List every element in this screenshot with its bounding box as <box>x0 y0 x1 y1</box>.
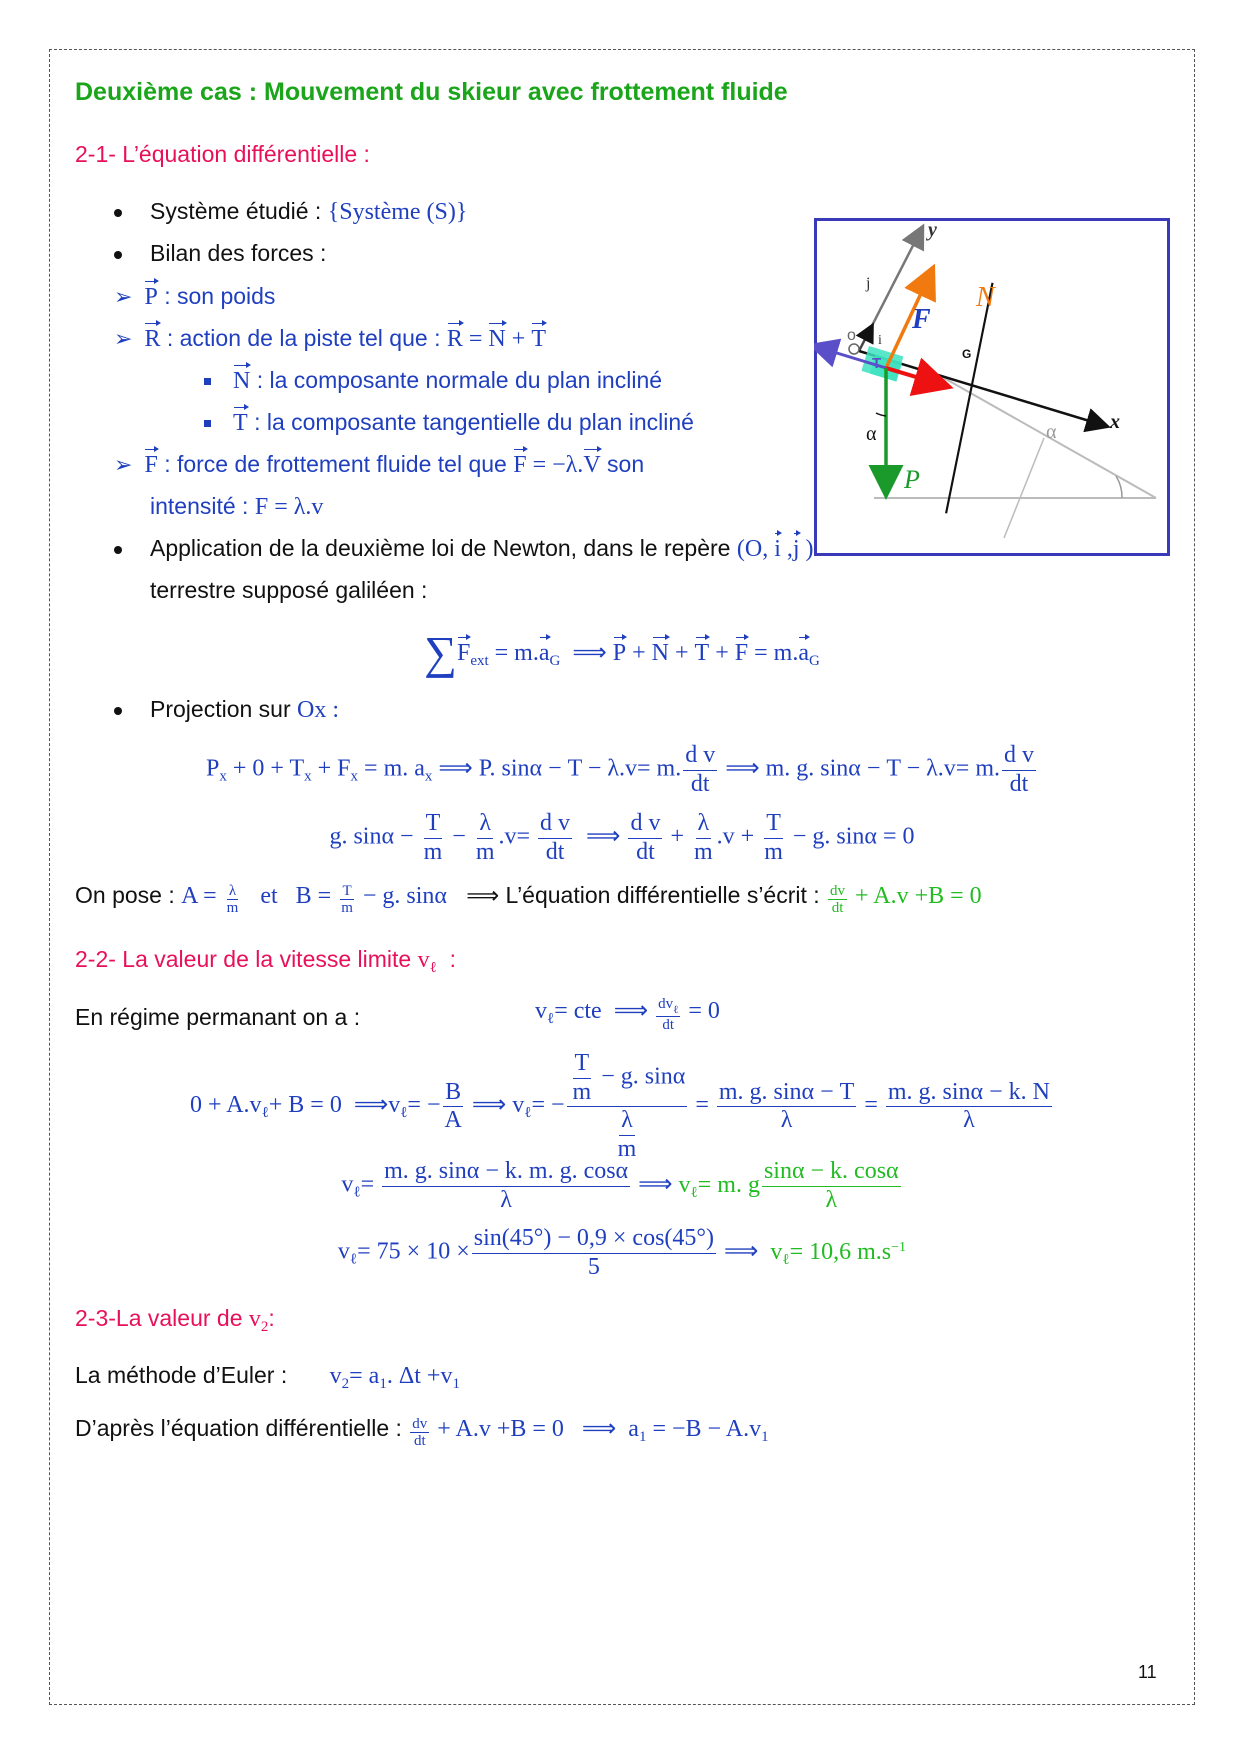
equation-regime: $v_\ell=$ cte ⟹ $\frac{dv_\ell}{dt}$ = 0 <box>535 996 720 1034</box>
bullet-newton: Application de la deuxième loi de Newton, dans le repère (O, i ,j ) <box>114 535 1003 563</box>
label-N: N <box>976 282 995 313</box>
arrow-bullet-icon: ➢ <box>114 284 133 309</box>
label-G: G <box>962 347 972 361</box>
label-alpha-1: α <box>866 423 877 445</box>
arrow-bullet-icon: ➢ <box>114 326 133 351</box>
equation-projection-1: $P_x + 0 + T_x + F_x = m$. $a_x$ ⟹ P. sinα − T − λ.v= m. $\frac{\text{d v}}{dt}$ ⟹ m. g. sinα − T − λ.v= m. $\frac{\text{d v}}{dt}$ <box>205 742 1034 797</box>
regime-label: En régime permanant on a : <box>75 1004 361 1030</box>
page-number: 11 <box>1138 1662 1157 1682</box>
section-title-2-1: 2-1- L’équation différentielle : <box>75 141 370 167</box>
on-pose-line: On pose : A = $\frac{\lambda}{m}$ et B = $\frac{T}{m}$ − g. sinα ⟹ L’équation différentielle s’écrit : $\frac{dv}{dt}$ + A.v +B = 0 <box>75 882 982 917</box>
section-title-2-3: 2-3-La valeur de $v_2$: <box>75 1305 275 1335</box>
bullet-dot <box>114 707 122 715</box>
square-bullet-icon <box>204 378 211 385</box>
label-o: o <box>847 327 856 344</box>
force-t: T : la composante tangentielle du plan incliné <box>204 409 694 437</box>
equation-vlimit-numeric: $v_\ell= 75 \times 10$ × $\frac{\sin(45^\circ) - 0,9 \times \cos(45^\circ)}{5}$ ⟹ $v_\ell= 10,6$ $m.s^{-1}$ <box>337 1225 907 1280</box>
forces-diagram <box>814 218 1170 556</box>
page-title: Deuxième cas : Mouvement du skieur avec frottement fluide <box>75 78 788 106</box>
equation-vlimit-2: $v_\ell=$ $\frac{m. g. \sin\alpha - k. m. g. \cos\alpha}{\lambda}$ ⟹ $v_\ell= m$. g $\frac{\sin\alpha - k. \cos\alpha}{\lambda}$ <box>341 1158 899 1213</box>
bullet-bilan: Bilan des forces : <box>114 240 326 267</box>
label-x: x <box>1110 411 1120 433</box>
equation-vlimit-1: $0 + A.v_\ell+ B = 0$ $⟹v_\ell=$ − $\frac{B}{A}$ ⟹ $v_\ell=$ − $\frac{T}{m}$ − g. sinα $\frac{\lambda}{m}$ = $\frac{m. g. \sin\alpha - T}{\lambda}$ = $\frac{m. g. \sin\alpha - k. N}{\lambda}$ <box>190 1050 1050 1162</box>
force-f: ➢ F : force de frottement fluide tel que F = −λ.V son <box>114 451 645 478</box>
bullet-systeme: Système étudié : {Système (S)} <box>114 198 467 226</box>
section-title-2-2: 2-2- La valeur de la vitesse limite $v_\ell$ : <box>75 946 456 976</box>
arrow-bullet-icon: ➢ <box>114 452 133 477</box>
bullet-dot <box>114 251 122 259</box>
label-P: P <box>904 465 920 494</box>
intensite-line: intensité : F = λ.v <box>150 493 324 520</box>
galileen-line: terrestre supposé galiléen : <box>150 577 428 603</box>
label-F: F <box>912 304 931 335</box>
label-alpha-2: α <box>1046 421 1057 443</box>
bullet-projection: Projection sur Ox : <box>114 696 339 724</box>
euler-line: La méthode d’Euler : $v_2= a_1$. $\Delta t +v_1$ <box>75 1362 460 1392</box>
label-y: y <box>928 219 937 241</box>
dapres-line: D’après l’équation différentielle : $\frac{dv}{dt}$ + A.v +B = 0 ⟹ $a_1 = -B - A.v_1$ <box>75 1415 769 1450</box>
label-i: i <box>878 333 882 348</box>
label-j: j <box>866 275 871 292</box>
label-T: T <box>872 355 882 372</box>
bullet-dot <box>114 209 122 217</box>
bullet-dot <box>114 546 122 554</box>
force-n: N : la composante normale du plan incliné <box>204 367 662 395</box>
force-r: ➢ R : action de la piste tel que : R = N + T <box>114 325 546 352</box>
equation-projection-2: g. sinα − $\frac{T}{m}$ − $\frac{\lambda}{m}$ .v= $\frac{\text{d v}}{dt}$ ⟹ $\frac{\text{d v}}{dt}$ + $\frac{\lambda}{m}$ .v + $\frac{T}{m}$ − g. sinα = 0 <box>329 810 915 865</box>
equation-newton: $\sum F_{ext} = m.a_G$ ⟹ $P + N + T + F = m.a_G$ <box>424 627 820 678</box>
figure-border <box>816 220 1169 555</box>
square-bullet-icon <box>204 420 211 427</box>
force-p: ➢ P : son poids <box>114 283 276 310</box>
